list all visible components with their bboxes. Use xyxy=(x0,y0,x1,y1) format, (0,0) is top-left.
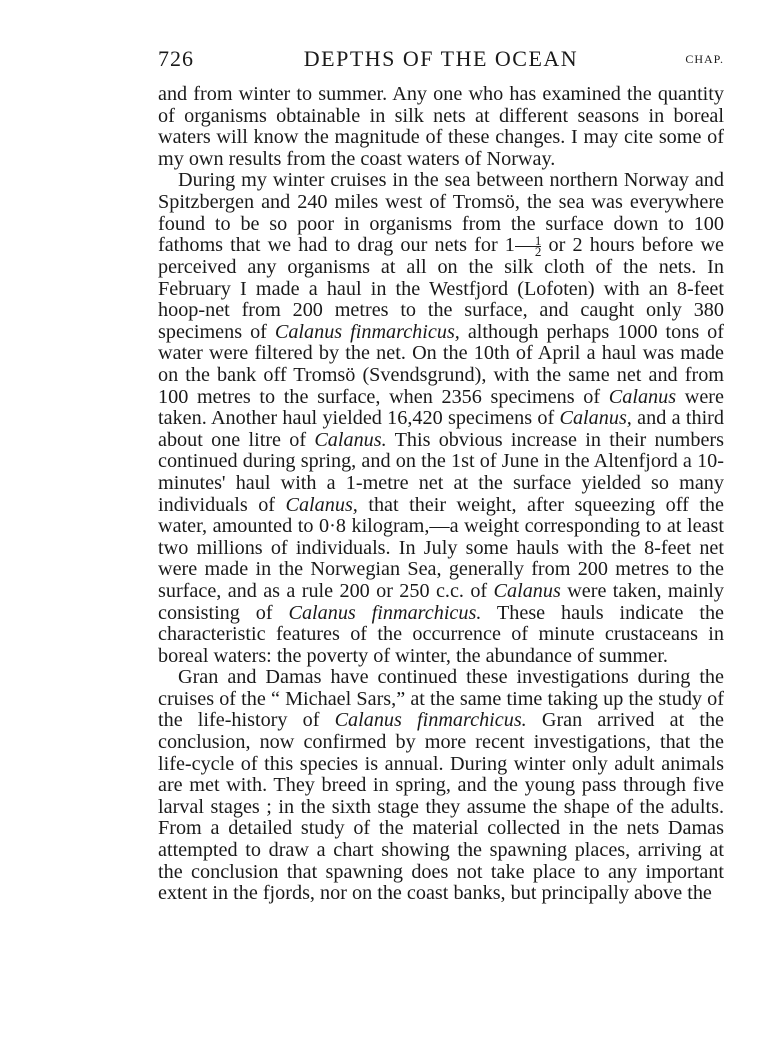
fraction-one-half xyxy=(515,233,542,260)
italic-species-name: Calanus, xyxy=(559,407,632,430)
fraction-numerator: 1 xyxy=(515,236,542,247)
paragraph-3 xyxy=(158,667,724,905)
paragraph-2 xyxy=(158,170,724,667)
italic-species-name: Calanus finmarchicus. xyxy=(334,709,527,732)
running-head xyxy=(158,46,724,86)
text-run: During my winter cruises in the sea between northern Norway and Spitzbergen and 240 miles west of Tromsö, the sea was everywhere found to be so poor in organisms from the surface down to 100 fathoms that we had to drag our nets for 1 xyxy=(158,169,724,257)
page-number: 726 xyxy=(158,46,194,71)
text-run: although perhaps 1000 tons of water were filtered by the net. On the 10th of April a haul was made on the bank off Tromsö (Svendsgrund), with the same net and from 100 metres to the surface, when 2356 specimens of xyxy=(158,320,724,408)
italic-species-name: Calanus xyxy=(608,385,677,408)
chapter-mark: CHAP. xyxy=(685,52,724,66)
paragraph-1 xyxy=(158,84,724,170)
text-run: These hauls indicate the characteristic features of the occurrence of minute crustaceans in boreal waters: the poverty of winter, the abundance of summer. xyxy=(158,601,724,667)
text-run: and a third about one litre of xyxy=(158,407,724,451)
text-run: This obvious increase in their numbers continued during spring, and on the 1st of June in the Altenfjord a 10-minutes' haul with a 1-metre net at the surface yielded so many individuals of xyxy=(158,428,724,516)
fraction-denominator: 2 xyxy=(534,244,542,260)
running-title: DEPTHS OF THE OCEAN xyxy=(303,46,579,71)
text-run: Gran arrived at the conclusion, now confirmed by more recent investigations, that the life-cycle of this species is annual. During winter only adult animals are met with. They breed in spring, and the young pass through five larval stages ; in the sixth stage they assume the shape of the adults. From a detailed study of the material collected in the nets Damas attempted to draw a chart showing the spawning places, arriving at the conclusion that spawning does not take place to any important extent in the fjords, nor on the coast banks, but principally above the xyxy=(158,709,725,905)
book-page xyxy=(158,46,724,905)
text-run: and from winter to summer. Any one who has examined the quantity of organisms obtainable in silk nets at different seasons in boreal waters will know the magnitude of these changes. I may cite some of my own results from the coast waters of Norway. xyxy=(158,83,724,170)
italic-species-name: Calanus, xyxy=(285,493,358,516)
italic-species-name: Calanus finmarchicus. xyxy=(288,601,482,624)
italic-species-name: Calanus finmarchicus, xyxy=(274,320,460,343)
text-run: Gran and Damas have continued these investigations during the cruises of the “ Michael Sars,” at the same time taking up the study of the life-history of xyxy=(158,666,724,732)
text-run: or 2 hours before we perceived any organisms at all on the silk cloth of the nets. In February I made a haul in the Westfjord (Lofoten) with an 8-feet hoop-net from 200 metres to the surface, and caught only 380 specimens of xyxy=(158,234,724,343)
body-text xyxy=(158,84,724,905)
italic-species-name: Calanus xyxy=(493,579,561,602)
text-run: that their weight, after squeezing off the water, amounted to 0·8 kilogram,—a weight corresponding to at least two millions of individuals. In July some hauls with the 8-feet net were made in the Norwegian Sea, generally from 200 metres to the surface, and as a rule 200 or 250 c.c. of xyxy=(158,493,724,602)
text-run: were taken, mainly consisting of xyxy=(158,579,724,624)
italic-species-name: Calanus. xyxy=(314,428,387,451)
text-run: were taken. Another haul yielded 16,420 specimens of xyxy=(158,385,724,430)
